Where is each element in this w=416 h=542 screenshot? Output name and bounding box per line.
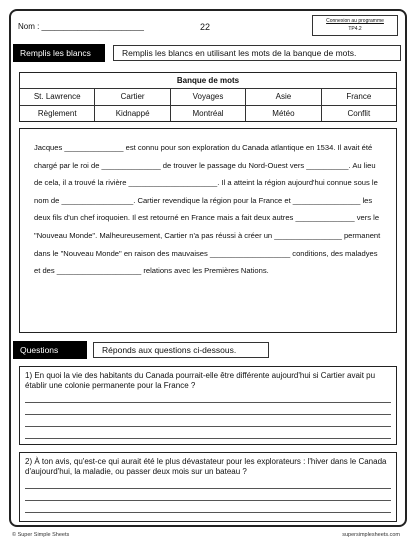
name-field[interactable]: Nom : _______________________ [18,22,144,31]
answer-line[interactable] [25,489,391,501]
word-bank-cell: Montréal [170,106,245,121]
fill-blanks-tag: Remplis les blancs [13,44,105,62]
fill-blanks-section-header [13,44,403,62]
word-bank-cell: France [321,89,396,105]
page-number: 22 [200,22,211,32]
questions-section-header [13,341,403,359]
word-bank-row [20,105,396,121]
word-bank-cell: Météo [245,106,320,121]
word-bank-row [20,89,396,105]
connection-title: Connexion au programme [326,18,384,24]
questions-tag: Questions [13,341,87,359]
word-bank-cell: Asie [245,89,320,105]
footer-copyright: © Super Simple Sheets [12,532,70,538]
word-bank-cell: Kidnappé [94,106,169,121]
word-bank-cell: Cartier [94,89,169,105]
answer-line[interactable] [25,501,391,513]
passage-text: Jacques ______________ est connu pour son exploration du Canada atlantique en 1534. Il avait été chargé par le roi de ______________ de trouver le passage du Nord-Ouest vers __________. Au lieu de cela, il a trouvé la rivière _____________________. Il a atteint la région aujourd'hui connue sous le nom de _________________. Cartier revendique la région pour la France et ________________ les deux fils d'un chef iroquoien. Il est retourné en France mais a fait deux autres ______________ vers le "Nouveau Monde". Malheureusement, Cartier n'a pas réussi à créer un ________________ permanent dans le "Nouveau Monde" en raison des mauvaises ___________________ conditions, des maladyes et des ____________________ relations avec les Premières Nations. [34,143,381,276]
word-bank-title: Banque de mots [20,73,396,89]
word-bank [19,72,397,122]
answer-line[interactable] [25,415,391,427]
word-bank-cell: Voyages [170,89,245,105]
answer-line[interactable] [25,477,391,489]
connection-code: TP4.2 [348,26,362,32]
fill-blanks-instruction: Remplis les blancs en utilisant les mots de la banque de mots. [113,45,401,61]
question-box-2 [19,452,397,522]
question-text: 1) En quoi la vie des habitants du Canada pourrait-elle être différente aujourd'hui si Cartier avait pu établir une colonie permanente pour la France ? [25,371,376,390]
answer-line[interactable] [25,403,391,415]
questions-instruction: Réponds aux questions ci-dessous. [93,342,269,358]
passage-box [19,128,397,333]
footer-website[interactable]: supersimplesheets.com [342,532,400,538]
answer-line[interactable] [25,391,391,403]
curriculum-connection-box [312,15,398,36]
word-bank-cell: Règlement [37,109,77,118]
word-bank-cell: St. Lawrence [33,92,81,101]
word-bank-cell: Conflit [321,106,396,121]
question-text: 2) À ton avis, qu'est-ce qui aurait été le plus dévastateur pour les explorateurs : l'hiver dans le Canada d'aujourd'hui, la maladie, ou passer deux mois sur un bateau ? [25,457,387,476]
answer-line[interactable] [25,427,391,439]
question-box-1 [19,366,397,445]
